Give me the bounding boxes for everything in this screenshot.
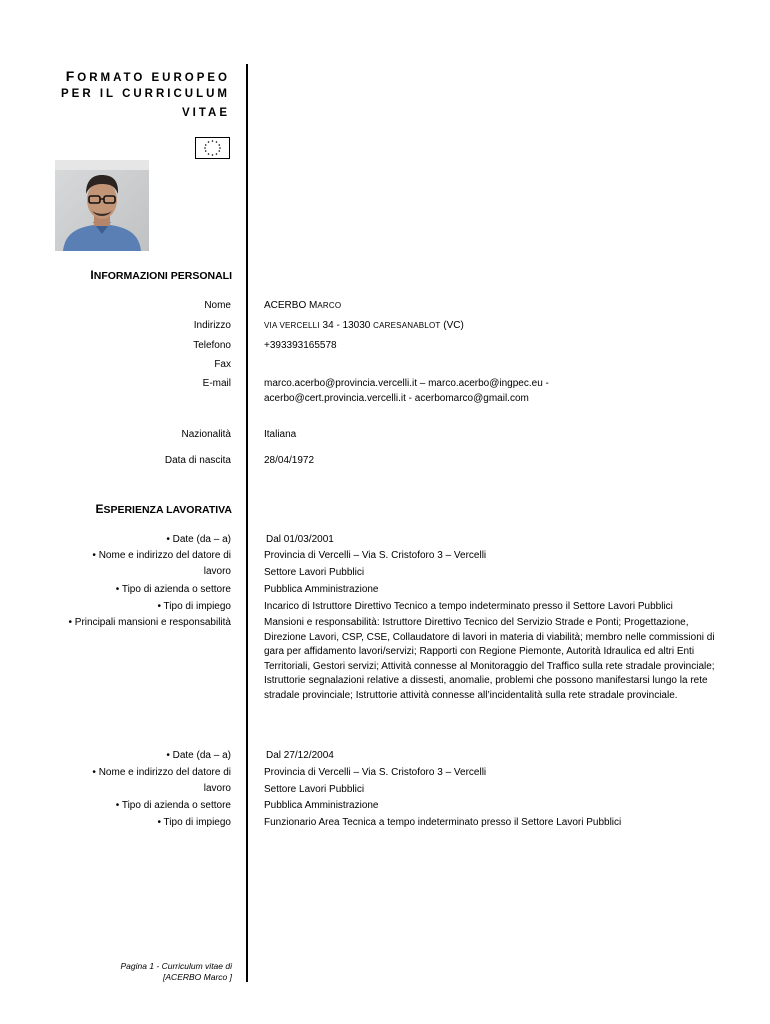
- cv-title-line1: FORMATO EUROPEO: [65, 68, 230, 84]
- cv-title-line2: PER IL CURRICULUM: [61, 88, 230, 100]
- label-sector: • Tipo di azienda o settore: [115, 584, 231, 595]
- label-name: Nome: [204, 300, 231, 311]
- value-phone: +393393165578: [264, 340, 337, 351]
- label-birthdate: Data di nascita: [164, 455, 231, 466]
- label-duties: • Principali mansioni e responsabilità: [68, 617, 231, 628]
- entry2-job-type: Funzionario Area Tecnica a tempo indeterminato presso il Settore Lavori Pubblici: [264, 817, 622, 828]
- column-divider: [246, 64, 248, 982]
- eu-flag-icon: [195, 137, 230, 159]
- entry2-sector: Pubblica Amministrazione: [264, 800, 379, 811]
- label-date: • Date (da – a): [166, 750, 231, 761]
- label-job-type: • Tipo di impiego: [157, 601, 231, 612]
- label-employer: • Nome e indirizzo del datore di: [92, 767, 231, 778]
- section-work-experience: ESPERIENZA LAVORATIVA: [95, 502, 232, 516]
- label-nationality: Nazionalità: [181, 429, 231, 440]
- entry2-employer: Provincia di Vercelli – Via S. Cristoforo 3 – Vercelli: [264, 767, 487, 778]
- section-personal-info: INFORMAZIONI PERSONALI: [90, 268, 232, 282]
- label-employer-cont: lavoro: [203, 566, 231, 577]
- entry1-job-type: Incarico di Istruttore Direttivo Tecnico a tempo indeterminato presso il Settore Lavori Pubblici: [264, 601, 673, 612]
- value-birthdate: 28/04/1972: [264, 455, 315, 466]
- profile-photo: [55, 160, 149, 251]
- entry1-sector: Pubblica Amministrazione: [264, 584, 379, 595]
- entry1-duties: Mansioni e responsabilità: Istruttore Direttivo Tecnico del Servizio Strade e Ponti; Progettazione, Direzione Lavori, CSP, CSE, Collaudatore di lavori in materia di viabilità; membro nelle commissioni di gara per affidamento lavori/servizi; Rapporti con Regione Piemonte, Autorità Idraulica ed altri Enti Territoriali, Gestori servizi; Attività connesse al Monitoraggio del Traffico sulla rete stradale provinciale; Istruttorie segnalazioni relative a dissesti, anomalie, problemi che possono manifestarsi lungo la rete stradale provinciale; Istruttorie attività connesse all’incidentalità sulla rete stradale provinciale.: [264, 617, 715, 701]
- entry1-employer: Provincia di Vercelli – Via S. Cristoforo 3 – Vercelli: [264, 550, 487, 561]
- entry1-date: Dal 01/03/2001: [266, 534, 334, 545]
- value-email: marco.acerbo@provincia.vercelli.it – marco.acerbo@ingpec.eu - acerbo@cert.provincia.vercelli.it - acerbomarco@gmail.com: [264, 378, 549, 404]
- label-email: E-mail: [202, 378, 231, 389]
- value-nationality: Italiana: [264, 429, 297, 440]
- label-sector: • Tipo di azienda o settore: [115, 800, 231, 811]
- label-employer-cont: lavoro: [203, 783, 231, 794]
- entry1-employer-dept: Settore Lavori Pubblici: [264, 567, 365, 578]
- value-name: ACERBO MARCO: [264, 300, 342, 311]
- cv-title-line3: VITAE: [181, 107, 230, 119]
- label-address: Indirizzo: [193, 320, 231, 331]
- entry2-employer-dept: Settore Lavori Pubblici: [264, 784, 365, 795]
- label-fax: Fax: [214, 359, 231, 370]
- value-address: VIA VERCELLI 34 - 13030 CARESANABLOT (VC): [264, 320, 464, 331]
- page-footer: Pagina 1 - Curriculum vitae di [ACERBO Marco ]: [120, 961, 232, 982]
- label-job-type: • Tipo di impiego: [157, 817, 231, 828]
- label-employer: • Nome e indirizzo del datore di: [92, 550, 231, 561]
- label-date: • Date (da – a): [166, 534, 231, 545]
- label-phone: Telefono: [193, 340, 231, 351]
- entry2-date: Dal 27/12/2004: [266, 750, 334, 761]
